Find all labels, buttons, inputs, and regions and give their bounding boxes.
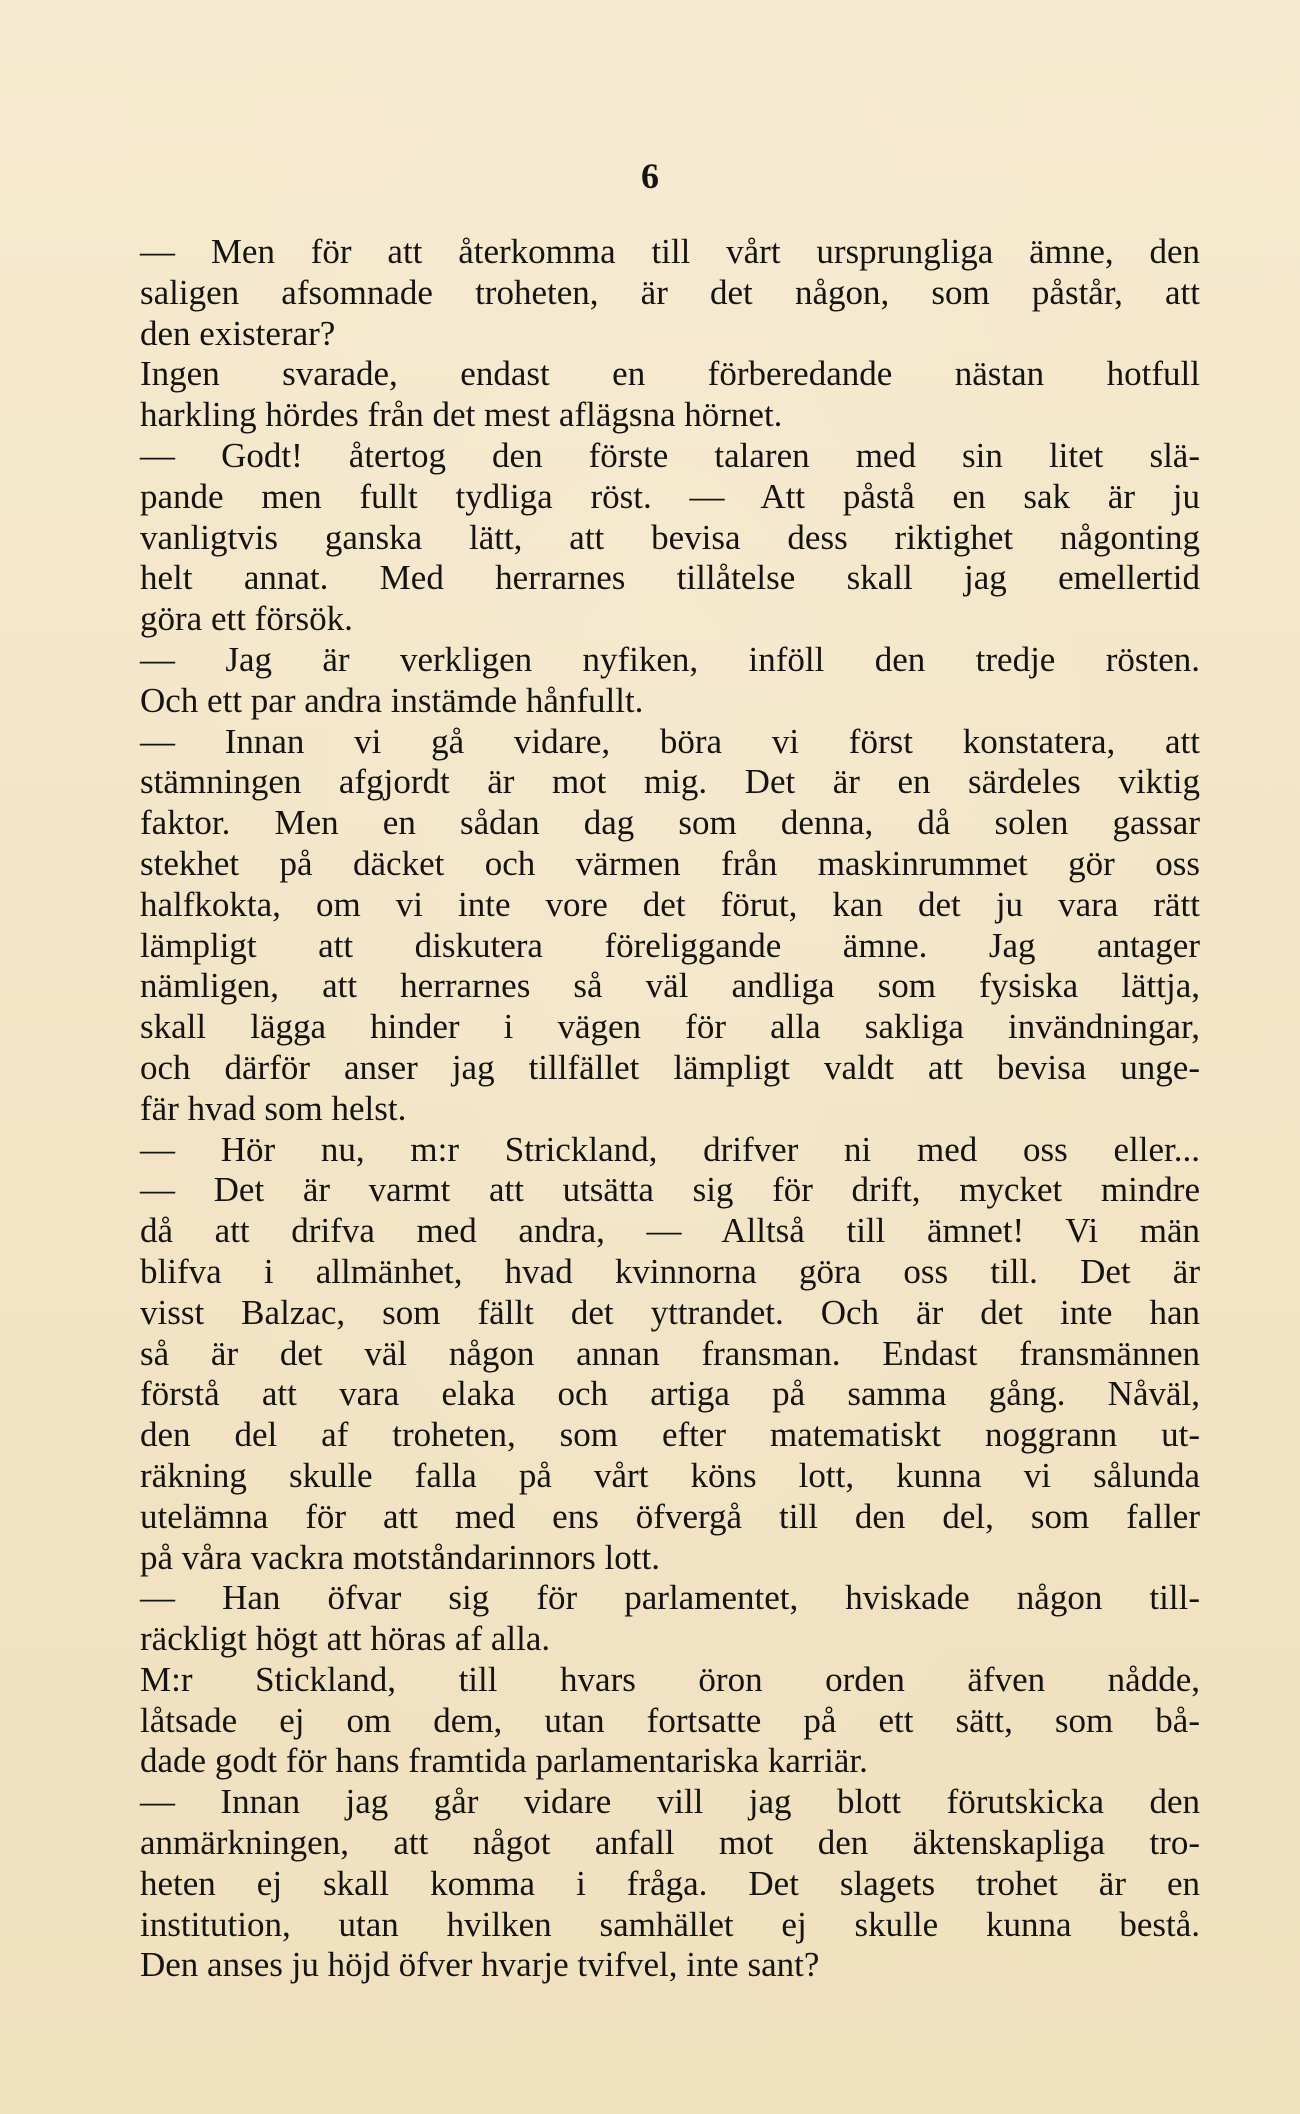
text-line: institution, utan hvilken samhället ej skulle kunna bestå.	[140, 1904, 1200, 1944]
text-line: — Men för att återkomma till vårt ursprungliga ämne, den	[140, 232, 1200, 271]
text-line: faktor. Men en sådan dag som denna, då solen gassar	[140, 803, 1200, 843]
text-line: halfkokta, om vi inte vore det förut, kan det ju vara rätt	[140, 884, 1200, 924]
text-line: låtsade ej om dem, utan fortsatte på ett sätt, som bå-	[140, 1700, 1200, 1740]
text-line: utelämna för att med ens öfvergå till den del, som faller	[140, 1496, 1200, 1536]
text-line: göra ett försök.	[140, 599, 353, 639]
text-line: Den anses ju höjd öfver hvarje tvifvel, inte sant?	[140, 1945, 820, 1985]
text-line: harkling hördes från det mest aflägsna hörnet.	[140, 395, 783, 435]
text-line: den del af troheten, som efter matematiskt noggrann ut-	[140, 1415, 1200, 1455]
text-line: räckligt högt att höras af alla.	[140, 1619, 551, 1659]
text-line: — Godt! återtog den förste talaren med sin litet slä-	[140, 435, 1200, 475]
body-text	[140, 232, 1200, 1986]
text-line: så är det väl någon annan fransman. Endast fransmännen	[140, 1333, 1200, 1373]
text-line: stämningen afgjordt är mot mig. Det är en särdeles viktig	[140, 762, 1200, 802]
text-line: — Hör nu, m:r Strickland, drifver ni med oss eller...	[140, 1129, 1200, 1169]
text-line: helt annat. Med herrarnes tillåtelse skall jag emellertid	[140, 558, 1200, 598]
text-line: vanligtvis ganska lätt, att bevisa dess riktighet någonting	[140, 517, 1200, 557]
text-line: saligen afsomnade troheten, är det någon, som påstår, att	[140, 272, 1200, 312]
text-line: skall lägga hinder i vägen för alla sakliga invändningar,	[140, 1007, 1200, 1047]
text-line: då att drifva med andra, — Alltså till ämnet! Vi män	[140, 1211, 1200, 1251]
text-line: — Det är varmt att utsätta sig för drift, mycket mindre	[140, 1170, 1200, 1210]
text-line: — Jag är verkligen nyfiken, inföll den tredje rösten.	[140, 639, 1200, 679]
text-line: stekhet på däcket och värmen från maskinrummet gör oss	[140, 843, 1200, 883]
text-line: — Innan jag går vidare vill jag blott förutskicka den	[140, 1782, 1200, 1822]
text-line: fär hvad som helst.	[140, 1088, 407, 1128]
text-line: dade godt för hans framtida parlamentariska karriär.	[140, 1741, 868, 1781]
text-line: blifva i allmänhet, hvad kvinnorna göra oss till. Det är	[140, 1251, 1200, 1291]
text-line: och därför anser jag tillfället lämpligt valdt att bevisa unge-	[140, 1047, 1200, 1087]
text-line: heten ej skall komma i fråga. Det slagets trohet är en	[140, 1863, 1200, 1903]
text-line: nämligen, att herrarnes så väl andliga som fysiska lättja,	[140, 966, 1200, 1006]
text-line: — Han öfvar sig för parlamentet, hviskade någon till-	[140, 1578, 1200, 1618]
text-line: — Innan vi gå vidare, böra vi först konstatera, att	[140, 721, 1200, 761]
text-line: M:r Stickland, till hvars öron orden äfven nådde,	[140, 1659, 1200, 1699]
text-line: Ingen svarade, endast en förberedande nästan hotfull	[140, 354, 1200, 394]
text-line: pande men fullt tydliga röst. — Att påstå en sak är ju	[140, 476, 1200, 516]
text-line: Och ett par andra instämde hånfullt.	[140, 680, 644, 720]
text-line: lämpligt att diskutera föreliggande ämne. Jag antager	[140, 925, 1200, 965]
page-number: 6	[641, 156, 659, 196]
text-line: förstå att vara elaka och artiga på samma gång. Nåväl,	[140, 1374, 1200, 1414]
text-line: på våra vackra motståndarinnors lott.	[140, 1537, 660, 1577]
text-line: anmärkningen, att något anfall mot den äktenskapliga tro-	[140, 1823, 1200, 1863]
text-line: räkning skulle falla på vårt köns lott, kunna vi sålunda	[140, 1455, 1200, 1495]
text-line: den existerar?	[140, 313, 336, 353]
text-line: visst Balzac, som fällt det yttrandet. Och är det inte han	[140, 1292, 1200, 1332]
